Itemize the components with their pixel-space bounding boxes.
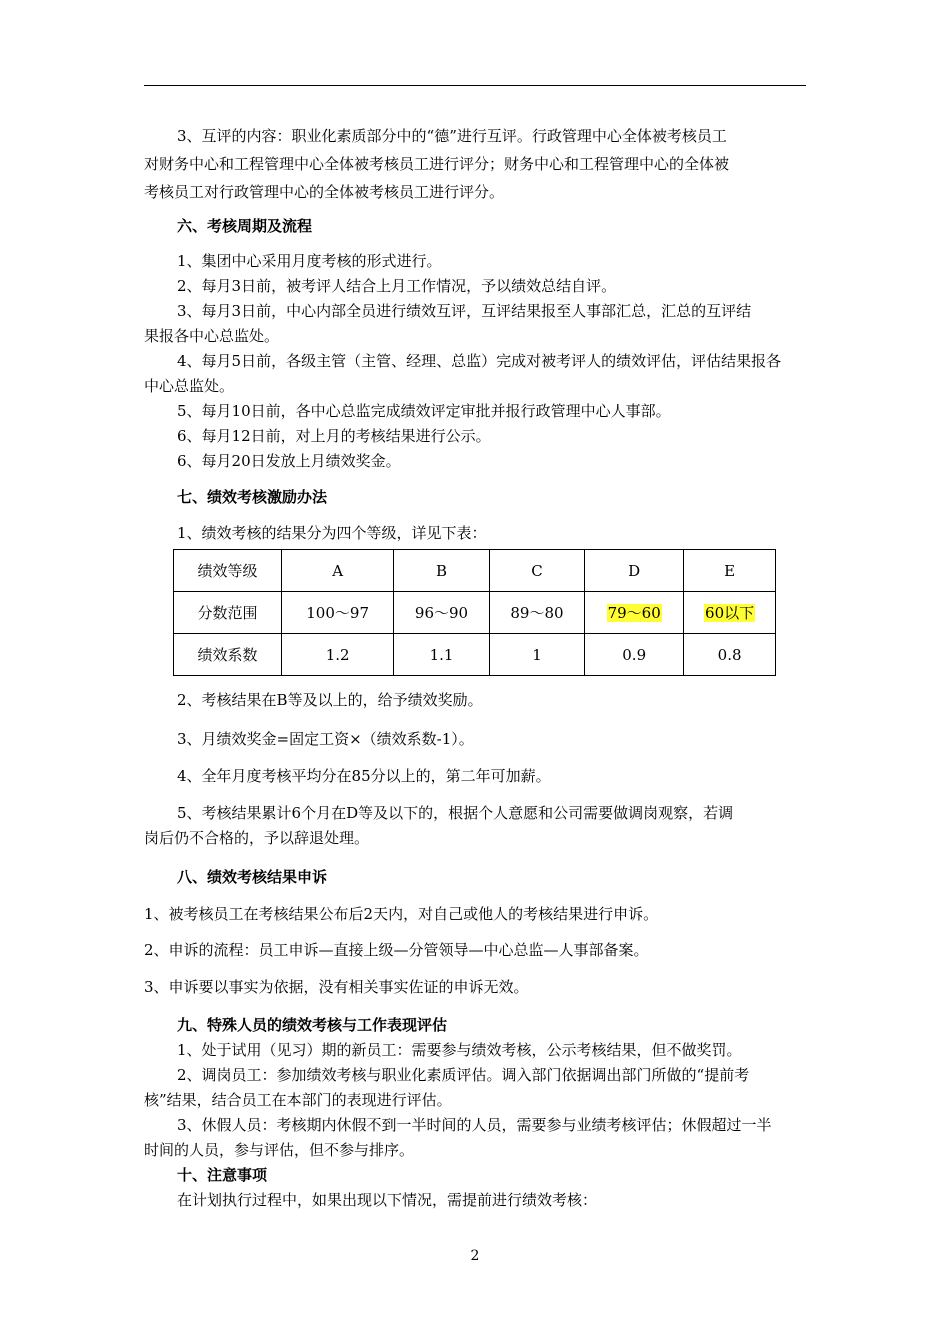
row-label: 绩效系数: [174, 634, 282, 676]
sec10-heading: 十、注意事项: [177, 1166, 268, 1184]
sec5-item3-line1: 3、互评的内容：职业化素质部分中的“德”进行互评。行政管理中心全体被考核员工: [177, 127, 727, 145]
sec9-heading: 九、特殊人员的绩效考核与工作表现评估: [177, 1016, 448, 1034]
sec6-item4-line2: 中心总监处。: [144, 377, 235, 395]
row-label: 绩效等级: [174, 550, 282, 592]
highlighted-value: 79～60: [607, 604, 661, 622]
sec7-item5-line1: 5、考核结果累计6个月在D等及以下的，根据个人意愿和公司需要做调岗观察，若调: [177, 804, 734, 822]
sec9-item3-line1: 3、休假人员：考核期内休假不到一半时间的人员，需要参与业绩考核评估；休假超过一半: [177, 1116, 772, 1134]
sec6-item6: 6、每月12日前，对上月的考核结果进行公示。: [177, 427, 491, 445]
sec7-heading: 七、绩效考核激励办法: [177, 488, 328, 506]
table-cell: D: [585, 550, 684, 592]
sec6-item4-line1: 4、每月5日前，各级主管（主管、经理、总监）完成对被考评人的绩效评估，评估结果报各: [177, 352, 782, 370]
sec7-item5-line2: 岗后仍不合格的，予以辞退处理。: [144, 829, 370, 847]
sec9-item1: 1、处于试用（见习）期的新员工：需要参与绩效考核，公示考核结果，但不做奖罚。: [177, 1041, 742, 1059]
page-number: 2: [470, 1248, 480, 1264]
sec6-item5: 5、每月10日前，各中心总监完成绩效评定审批并报行政管理中心人事部。: [177, 402, 671, 420]
table-cell: 0.9: [585, 634, 684, 676]
sec10-intro: 在计划执行过程中，如果出现以下情况，需提前进行绩效考核：: [177, 1191, 598, 1209]
sec7-item4: 4、全年月度考核平均分在85分以上的，第二年可加薪。: [177, 767, 551, 785]
sec6-item2: 2、每月3日前，被考评人结合上月工作情况，予以绩效总结自评。: [177, 277, 617, 295]
table-cell: 1.2: [282, 634, 394, 676]
sec9-item3-line2: 时间的人员，参与评估，但不参与排序。: [144, 1141, 415, 1159]
table-cell: B: [394, 550, 489, 592]
header-rule: [144, 85, 806, 86]
grade-table: [173, 549, 776, 676]
table-row: [174, 550, 776, 592]
sec7-item2: 2、考核结果在B等及以上的，给予绩效奖励。: [177, 691, 483, 709]
table-cell: 1: [489, 634, 584, 676]
table-cell: 89～80: [489, 592, 584, 634]
table-cell: E: [684, 550, 776, 592]
sec6-item3-line1: 3、每月3日前，中心内部全员进行绩效互评，互评结果报至人事部汇总，汇总的互评结: [177, 302, 752, 320]
sec8-item3: 3、申诉要以事实为依据，没有相关事实佐证的申诉无效。: [144, 978, 529, 996]
highlighted-value: 60以下: [705, 604, 755, 622]
sec6-item7: 6、每月20日发放上月绩效奖金。: [177, 452, 401, 470]
sec5-item3-line2: 对财务中心和工程管理中心全体被考核员工进行评分；财务中心和工程管理中心的全体被: [144, 155, 730, 173]
table-cell: 1.1: [394, 634, 489, 676]
table-cell: C: [489, 550, 584, 592]
table-row: [174, 592, 776, 634]
sec6-item3-line2: 果报各中心总监处。: [144, 327, 280, 345]
table-cell: [684, 592, 776, 634]
table-cell: 100～97: [282, 592, 394, 634]
sec8-heading: 八、绩效考核结果申诉: [177, 868, 328, 886]
table-cell: A: [282, 550, 394, 592]
sec6-heading: 六、考核周期及流程: [177, 217, 313, 235]
sec8-item1: 1、被考核员工在考核结果公布后2天内，对自己或他人的考核结果进行申诉。: [144, 905, 659, 923]
sec9-item2-line1: 2、调岗员工：参加绩效考核与职业化素质评估。调入部门依据调出部门所做的“提前考: [177, 1066, 750, 1084]
sec7-item3: 3、月绩效奖金=固定工资×（绩效系数-1）。: [177, 730, 474, 748]
table-cell: 0.8: [684, 634, 776, 676]
table-cell: [585, 592, 684, 634]
table-row: [174, 634, 776, 676]
row-label: 分数范围: [174, 592, 282, 634]
sec8-item2: 2、申诉的流程：员工申诉—直接上级—分管领导—中心总监—人事部备案。: [144, 941, 649, 959]
table-cell: 96～90: [394, 592, 489, 634]
sec5-item3-line3: 考核员工对行政管理中心的全体被考核员工进行评分。: [144, 183, 505, 201]
sec6-item1: 1、集团中心采用月度考核的形式进行。: [177, 252, 442, 270]
sec7-intro: 1、绩效考核的结果分为四个等级，详见下表：: [177, 524, 487, 542]
sec9-item2-line2: 核”结果，结合员工在本部门的表现进行评估。: [144, 1091, 452, 1109]
